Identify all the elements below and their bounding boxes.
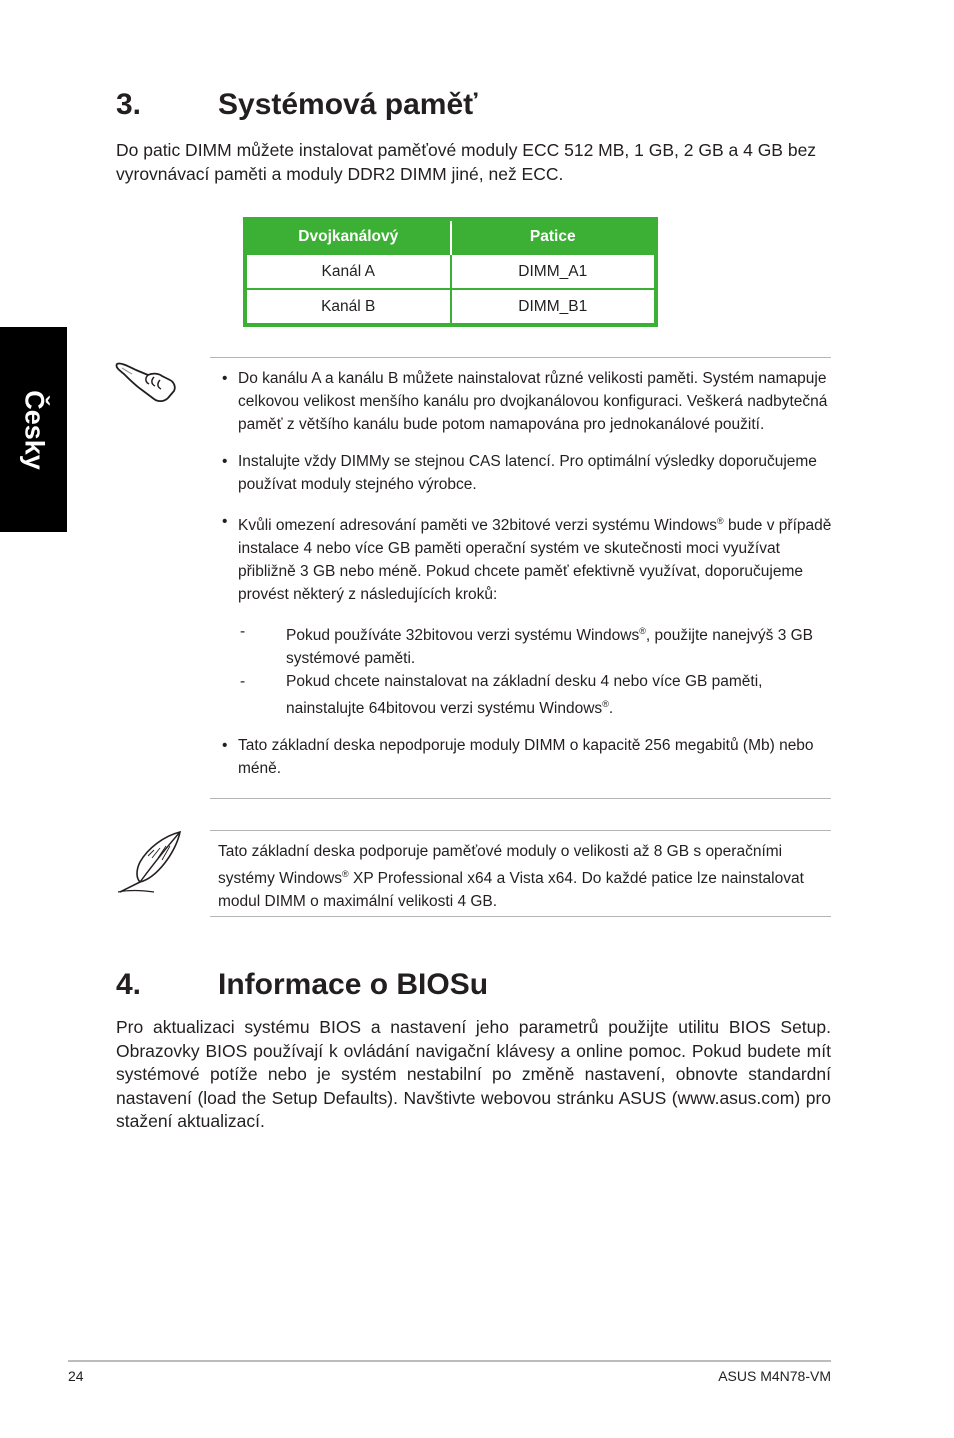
table-cell: Kanál A bbox=[245, 254, 451, 289]
table-header-row bbox=[245, 219, 656, 254]
note-top-divider bbox=[210, 357, 831, 358]
feather-pen-icon bbox=[114, 830, 186, 896]
list-item-text: Tato základní deska nepodporuje moduly DIMM o kapacitě 256 megabitů (Mb) nebo méně. bbox=[238, 737, 814, 778]
bullet-mark: • bbox=[222, 453, 228, 470]
list-item-text: Do kanálu A a kanálu B můžete nainstalovat různé velikosti paměti. Systém namapuje celkovou velikost menšího kanálu pro dvojkanálovou konfiguraci. Veškerá nadbytečná paměť z většího kanálu bude potom namapována pro jednokanálové použití. bbox=[238, 370, 828, 433]
section-3-number: 3. bbox=[116, 88, 142, 121]
list-item-text-part: bude v případě instalace 4 nebo více GB paměti operační systém ve skutečnosti moci využívat přibližně 3 GB nebo méně. Pokud chcete paměť efektivně využívat, doporučujeme provést některý z následujících kroků: bbox=[238, 517, 832, 604]
sub-item-text-part: Pokud používáte 32bitovou verzi systému Windows bbox=[286, 627, 640, 645]
registered-mark: ® bbox=[717, 516, 724, 526]
product-name: ASUS M4N78-VM bbox=[718, 1368, 831, 1384]
page-number: 24 bbox=[68, 1368, 84, 1384]
registered-mark: ® bbox=[342, 869, 349, 879]
note-top-divider bbox=[210, 830, 831, 831]
sub-list-item bbox=[220, 670, 832, 720]
section-4-body: Pro aktualizaci systému BIOS a nastavení jeho parametrů použijte utilitu BIOS Setup. Obrazovky BIOS používají k ovládání navigační klávesy a online pomoc. Pokud budete mít systémové potíže nebo je systém nestabilní po změně nastavení, obnovte standardní nastavení (load the Setup Defaults). Navštivte webovou stránku ASUS (www.asus.com) pro stažení aktualizací. bbox=[116, 1017, 831, 1131]
registered-mark: ® bbox=[602, 699, 609, 710]
table-cell: DIMM_A1 bbox=[451, 254, 657, 289]
bullet-mark: • bbox=[222, 513, 228, 530]
sub-item-text-part: . bbox=[608, 700, 614, 718]
section-4-title: Informace o BIOSu bbox=[218, 968, 489, 1001]
note-bottom-divider bbox=[210, 798, 831, 799]
dimm-channel-table bbox=[243, 217, 658, 327]
sub-item-text-part: Pokud chcete nainstalovat na základní desku 4 nebo více GB paměti, nainstalujte 64bitovou verzi systému Windows bbox=[286, 673, 763, 718]
list-item bbox=[220, 734, 832, 780]
bullet-mark: • bbox=[222, 370, 228, 387]
table-header-cell: Dvojkanálový bbox=[245, 219, 451, 254]
table-header-cell: Patice bbox=[451, 219, 657, 254]
table-cell: DIMM_B1 bbox=[451, 289, 657, 325]
registered-mark: ® bbox=[639, 626, 646, 637]
dash-mark: - bbox=[240, 623, 246, 641]
important-note-list bbox=[220, 367, 832, 780]
table-row bbox=[245, 289, 656, 325]
section-4-number: 4. bbox=[116, 968, 142, 1001]
note-bottom-divider bbox=[210, 916, 831, 917]
list-item-text: Instalujte vždy DIMMy se stejnou CAS latencí. Pro optimální výsledky doporučujeme používat moduly stejného výrobce. bbox=[238, 453, 817, 493]
bullet-mark: • bbox=[222, 737, 228, 755]
list-item bbox=[220, 450, 832, 496]
footer-divider bbox=[68, 1360, 831, 1362]
section-4-heading bbox=[116, 968, 716, 1008]
note-text-part: Tato základní deska podporuje paměťové moduly o velikosti až 8 GB s operačními systémy Windows bbox=[218, 843, 783, 888]
list-item-text-part: Kvůli omezení adresování paměti ve 32bitové verzi systému Windows bbox=[238, 517, 717, 535]
list-item bbox=[220, 367, 832, 436]
sub-item-text-part: , použijte nanejvýš 3 GB systémové paměti. bbox=[286, 627, 814, 668]
section-3-title: Systémová paměť bbox=[218, 88, 478, 121]
section-3-intro: Do patic DIMM můžete instalovat paměťové moduly ECC 512 MB, 1 GB, 2 GB a 4 GB bez vyrovnávací paměti a moduly DDR2 DIMM jiné, než ECC. bbox=[116, 140, 817, 184]
dash-mark: - bbox=[240, 673, 246, 691]
table-cell: Kanál B bbox=[245, 289, 451, 325]
hand-pointer-icon bbox=[114, 356, 180, 404]
note-text bbox=[218, 840, 830, 913]
language-tab bbox=[0, 327, 67, 532]
section-3-heading bbox=[116, 88, 716, 128]
language-tab-label: Česky bbox=[19, 389, 49, 470]
list-item bbox=[220, 510, 832, 606]
table-row bbox=[245, 254, 656, 289]
sub-list-item bbox=[220, 620, 832, 670]
note-text-part: XP Professional x64 a Vista x64. Do každé patice lze nainstalovat modul DIMM o maximální velikosti 4 GB. bbox=[218, 870, 804, 911]
